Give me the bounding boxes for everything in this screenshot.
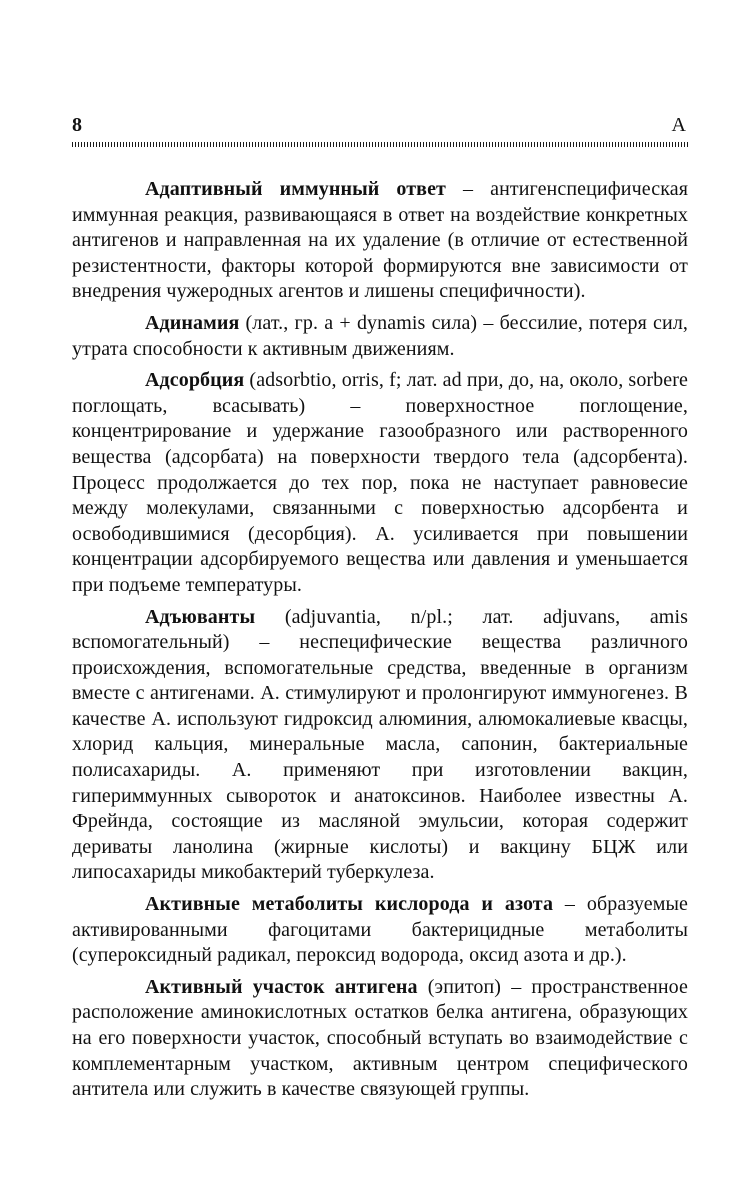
- entry-antigen-active-site: [72, 975, 688, 1103]
- book-page: [72, 112, 688, 1109]
- section-letter: A: [671, 114, 686, 136]
- entry-adjuvants: [72, 605, 688, 887]
- entry-adynamia: [72, 311, 688, 362]
- entry-adaptive-immune-response: [72, 177, 688, 305]
- entry-active-metabolites: [72, 892, 688, 969]
- entry-definition: (эпитоп) – пространственное расположение аминокислотных остатков белка антигена, образующих на его поверхности участок, способный вступать во взаимодействие с комплементарным участком, активным центром специфического антитела или служить в качестве связующей группы.: [72, 975, 689, 1101]
- header-rule: [72, 142, 688, 147]
- running-head: [72, 112, 688, 136]
- entry-term: Адаптивный иммунный ответ: [145, 178, 446, 200]
- page-number: 8: [72, 114, 82, 136]
- entry-adsorption: [72, 368, 688, 598]
- entry-term: Адинамия: [145, 311, 240, 334]
- entry-definition: (adjuvantia, n/pl.; лат. adjuvans, amis вспомогательный) – неспецифические вещества различного происхождения, вспомогательные средства, введенные в организм вместе с антигенами. А. стимулируют и пролонгируют иммуногенез. В качестве А. используют гидроксид алюминия, алюмокалиевые квасцы, хлорид кальция, минеральные масла, сапонин, бактериальные полисахариды. А. применяют при изготовлении вакцин, гипериммунных сывороток и анатоксинов. Наиболее известны А. Фрейнда, состоящие из масляной эмульсии, которая содержит дериваты ланолина (жирные кислоты) и вакцину БЦЖ или липосахариды микобактерий туберкулеза.: [72, 605, 688, 884]
- entry-term: Активные метаболиты кислорода и азота: [145, 893, 554, 916]
- entry-definition: – антигенспецифическая иммунная реакция, развивающаяся в ответ на воздействие конкретных антигенов и направленная на их удаление (в отличие от естественной резистентности, факторы которой формируются вне зависимости от внедрения чужеродных агентов и лишены специфичности).: [72, 178, 688, 303]
- entry-definition: (adsorbtio, orris, f; лат. ad при, до, на, около, sorbere поглощать, всасывать) – поверхностное поглощение, концентрирование и удержание газообразного или растворенного вещества (адсорбата) на поверхности твердого тела (адсорбента). Процесс продолжается до тех пор, пока не наступает равновесие между молекулами, связанными с поверхностью адсорбента и освободившимися (десорбция). А. усиливается при повышении концентрации адсорбируемого вещества или давления и уменьшается при подъеме температуры.: [72, 369, 688, 596]
- entry-term: Активный участок антигена: [145, 975, 418, 998]
- entry-definition: – образуемые активированными фагоцитами бактерицидные метаболиты (супероксидный радикал, пероксид водорода, оксид азота и др.).: [72, 893, 688, 967]
- entry-definition: (лат., гр. а + dynamis сила) – бессилие, потеря сил, утрата способности к активным движениям.: [72, 311, 688, 360]
- entry-term: Адъюванты: [145, 605, 256, 628]
- dictionary-entries: [72, 177, 688, 1103]
- entry-term: Адсорбция: [145, 369, 245, 392]
